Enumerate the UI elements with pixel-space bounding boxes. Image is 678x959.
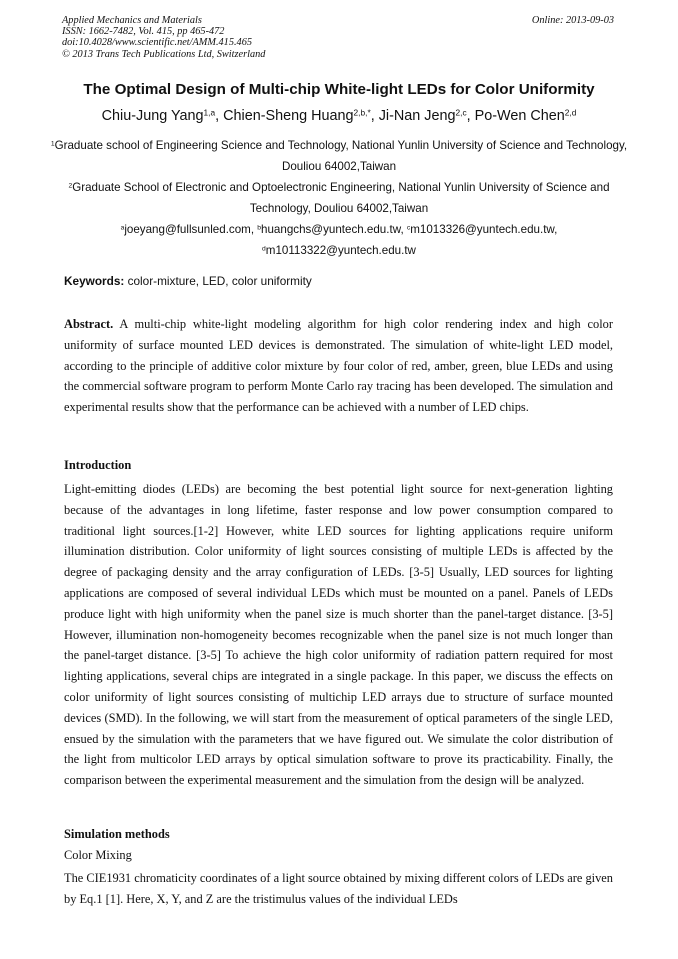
author-affil-mark: 2,b,* (353, 107, 371, 118)
introduction-text: Light-emitting diodes (LEDs) are becoming the best potential light source for next-generation lighting because of the advantages in long lifetime, faster response and low power consumption compared to traditional light sources.[1-2] However, white LED sources for lighting applications require uniform illumination distribution. Color uniformity of light sources consisting of multiple LEDs is affected by the degree of packaging density and the array configuration of LEDs. [3-5] Usually, LED sources for lighting applications are composed of several individual LEDs which must be mounted on a panel. Panels of LEDs produce light with high uniformity when the panel size is much shorter than the panel-target distance. [3-5] However, illumination non-homogeneity becomes recognizable when the panel size is not much longer than the panel-target distance. [3-5] To achieve the high color uniformity of radiation pattern required for most lighting applications, several chips are integrated in a single package. In this paper, we discuss the effects on color uniformity of light sources consisting of multichip LED arrays due to structure of surface mounted devices (SMD). In the following, we will start from the measurement of optical parameters of the single LED, ensued by the simulation with the parameters that we have figured out. We simulate the color distribution of the light from multicolor LED arrays by optical simulation software to prove its practicability. Finally, the comparison between the experimental measurement and the simulation from the design will be analyzed. (64, 482, 613, 788)
copyright-line: © 2013 Trans Tech Publications Ltd, Switzerland (62, 48, 266, 60)
affiliation-mark: 1 (50, 140, 55, 148)
email-entry: $^b$huangchs@yuntech.edu.tw, (257, 223, 407, 236)
simulation-heading: Simulation methods (64, 827, 170, 841)
email-link[interactable]: huangchs@yuntech.edu.tw (261, 223, 401, 236)
email-link[interactable]: m1013326@yuntech.edu.tw (410, 223, 555, 236)
email-entry: $^a$joeyang@fullsunled.com, (120, 223, 258, 236)
author-name: Po-Wen Chen (474, 108, 565, 124)
keywords (64, 274, 312, 288)
author-name: Chien-Sheng Huang (223, 108, 354, 124)
color-mixing-text: The CIE1931 chromaticity coordinates of a light source obtained by mixing different colors of LEDs are given by Eq.1 [1]. Here, X, Y, and Z are the tristimulus values of the individual LEDs (64, 871, 613, 906)
author-name: Ji-Nan Jeng (378, 108, 456, 124)
doi-line: doi:10.4028/www.scientific.net/AMM.415.465 (62, 37, 252, 49)
affiliation-1 (40, 135, 638, 177)
email-entry: $^d$m10113322@yuntech.edu.tw (262, 244, 416, 257)
author-list: Chiu-Jung Yang$^{1,a}$, Chien-Sheng Huang$^{2,b,*}$, Ji-Nan Jeng$^{2,c}$, Po-Wen Chen$^{2,d}$ (101, 107, 577, 124)
email-entry: $^c$m1013326@yuntech.edu.tw, (406, 223, 558, 236)
keywords-text: color-mixture, LED, color uniformity (127, 274, 312, 288)
issn-line: ISSN: 1662-7482, Vol. 415, pp 465-472 (62, 26, 225, 38)
introduction-heading: Introduction (64, 458, 132, 472)
author-affil-mark: 1,a (203, 107, 216, 118)
email-link[interactable]: joeyang@fullsunled.com (124, 223, 251, 236)
email-list (40, 219, 638, 261)
journal-header (62, 15, 265, 60)
abstract (64, 314, 613, 418)
online-date: Online: 2013-09-03 (531, 15, 614, 26)
email-link[interactable]: m10113322@yuntech.edu.tw (265, 244, 416, 257)
author-affil-mark: 2,c (455, 107, 467, 118)
abstract-text: A multi-chip white-light modeling algorithm for high color rendering index and high color uniformity of surface mounted LED devices is demonstrated. The simulation of white-light LED model, according to the principle of additive color mixture by four color of red, amber, green, blue LEDs and using the commercial software program to perform Monte Carlo ray tracing has been developed. The simulation and experimental results show that the performance can be achieved with a number of LED chips. (64, 317, 613, 415)
author-affil-mark: 2,d (564, 107, 577, 118)
affiliation-2 (40, 177, 638, 219)
abstract-label: Abstract. (64, 317, 114, 331)
author-name: Chiu-Jung Yang (101, 108, 204, 124)
color-mixing-subheading: Color Mixing (64, 848, 132, 862)
paper-title: The Optimal Design of Multi-chip White-light LEDs for Color Uniformity (83, 81, 595, 98)
affiliation-mark: 2 (68, 182, 73, 190)
keywords-label: Keywords: (64, 274, 125, 288)
affiliation-text: Graduate School of Electronic and Optoelectronic Engineering, National Yunlin University of Science and Technology, Douliou 64002,Taiwan (72, 181, 610, 215)
journal-name: Applied Mechanics and Materials (62, 15, 202, 26)
affiliation-text: Graduate school of Engineering Science and Technology, National Yunlin University of Science and Technology, Douliou 64002,Taiwan (54, 139, 628, 173)
